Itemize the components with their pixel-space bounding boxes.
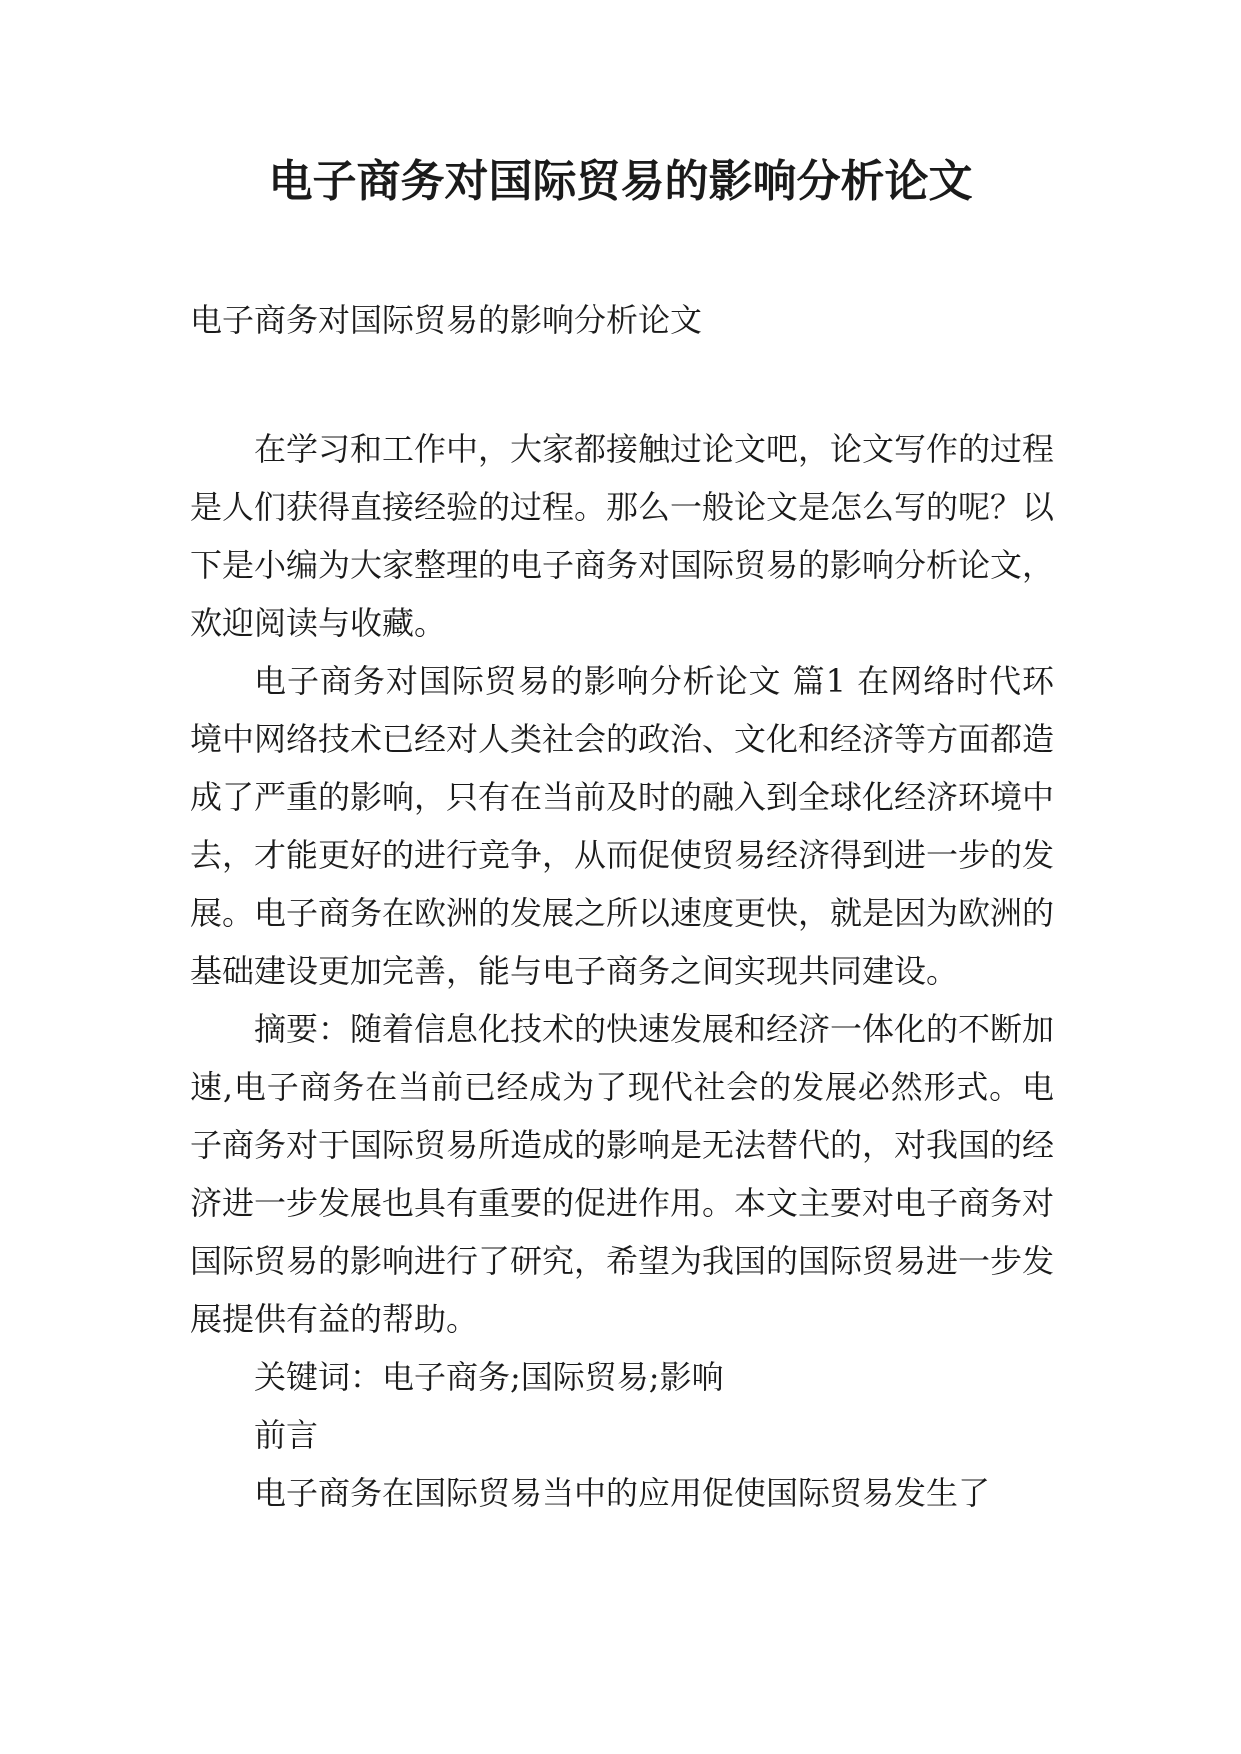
keywords-line: 关键词：电子商务;国际贸易;影响 (254, 1358, 724, 1396)
section-paragraph: 电子商务对国际贸易的影响分析论文 篇1 在网络时代环境中网络技术已经对人类社会的政治、文化和经济等方面都造成了严重的影响，只有在当前及时的融入到全球化经济环境中去，才能更好的进行竞争，从而促使贸易经济得到进一步的发展。电子商务在欧洲的发展之所以速度更快，就是因为欧洲的基础建设更加完善，能与电子商务之间实现共同建设。 (190, 662, 1055, 990)
preface-heading: 前言 (254, 1416, 319, 1454)
document-subtitle: 电子商务对国际贸易的影响分析论文 (190, 301, 703, 339)
intro-paragraph: 在学习和工作中，大家都接触过论文吧，论文写作的过程是人们获得直接经验的过程。那么一般论文是怎么写的呢？以下是小编为大家整理的电子商务对国际贸易的影响分析论文，欢迎阅读与收藏。 (190, 430, 1055, 642)
document-body (190, 290, 1054, 1522)
preface-first-line: 电子商务在国际贸易当中的应用促使国际贸易发生了 (254, 1474, 991, 1512)
abstract-paragraph: 摘要：随着信息化技术的快速发展和经济一体化的不断加速,电子商务在当前已经成为了现代社会的发展必然形式。电子商务对于国际贸易所造成的影响是无法替代的，对我国的经济进一步发展也具有重要的促进作用。本文主要对电子商务对国际贸易的影响进行了研究，希望为我国的国际贸易进一步发展提供有益的帮助。 (190, 1010, 1055, 1338)
document-title: 电子商务对国际贸易的影响分析论文 (268, 156, 973, 207)
